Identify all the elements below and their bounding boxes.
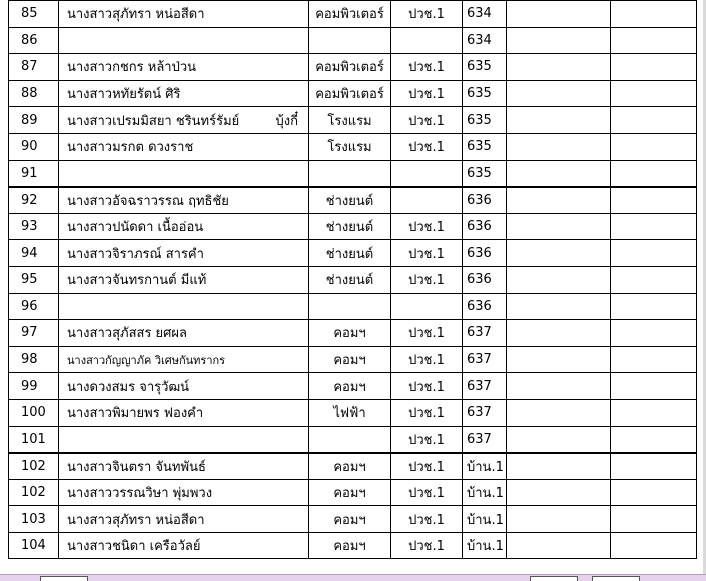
department-text: ไฟฟ้า	[333, 406, 366, 422]
student-name-cell	[59, 240, 309, 267]
room-cell	[463, 107, 507, 134]
blank-cell	[611, 80, 697, 107]
blank-cell	[507, 80, 611, 107]
department-cell	[309, 1, 391, 28]
blank-cell	[507, 293, 611, 320]
student-name-cell	[59, 426, 309, 453]
level-cell	[391, 213, 463, 240]
row-number-text: 92	[21, 192, 38, 208]
blank-cell	[507, 133, 611, 160]
row-number-cell	[9, 160, 59, 187]
department-cell	[309, 27, 391, 54]
department-cell	[309, 213, 391, 240]
room-text: 636	[467, 219, 492, 235]
row-number-text: 90	[21, 139, 38, 155]
level-text: ปวช.1	[408, 485, 445, 501]
row-number-cell	[9, 187, 59, 214]
level-text: ปวช.1	[408, 539, 445, 555]
student-name-cell	[59, 506, 309, 533]
level-text: ปวช.1	[408, 220, 445, 236]
room-cell	[463, 453, 507, 480]
level-cell	[391, 1, 463, 28]
department-cell	[309, 240, 391, 267]
row-number-text: 88	[21, 86, 38, 102]
department-text: คอมพิวเตอร์	[315, 7, 384, 23]
student-name-cell	[59, 27, 309, 54]
department-cell	[309, 479, 391, 506]
room-text: 635	[467, 165, 492, 181]
blank-cell	[611, 187, 697, 214]
row-number-cell	[9, 373, 59, 400]
room-text: บ้าน.1	[467, 459, 504, 475]
row-number-text: 100	[21, 405, 46, 421]
blank-cell	[611, 160, 697, 187]
blank-cell	[507, 1, 611, 28]
table-row	[9, 160, 697, 187]
department-cell	[309, 373, 391, 400]
row-number-cell	[9, 80, 59, 107]
level-cell	[391, 266, 463, 293]
room-cell	[463, 54, 507, 81]
student-name-text: นางสาวสุภัทรา หน่อสีดา	[67, 7, 205, 23]
student-name-cell	[59, 54, 309, 81]
department-cell	[309, 187, 391, 214]
level-cell	[391, 399, 463, 426]
room-text: บ้าน.1	[467, 512, 504, 528]
row-number-cell	[9, 346, 59, 373]
student-name-text: นางสาววรรณวิษา พุ่มพวง	[67, 485, 213, 501]
row-number-text: 91	[21, 165, 38, 181]
student-name-cell	[59, 373, 309, 400]
room-text: 635	[467, 112, 492, 128]
student-name-text: นางสาวกชกร หล้าป่วน	[67, 60, 197, 76]
table-row	[9, 320, 697, 347]
level-cell	[391, 107, 463, 134]
student-name-cell	[59, 293, 309, 320]
blank-cell	[611, 399, 697, 426]
room-cell	[463, 133, 507, 160]
blank-cell	[507, 506, 611, 533]
blank-cell	[611, 532, 697, 559]
department-text: ช่างยนต์	[325, 273, 374, 289]
level-text: ปวช.1	[408, 60, 445, 76]
room-text: บ้าน.1	[467, 485, 504, 501]
student-name-cell	[59, 160, 309, 187]
level-cell	[391, 373, 463, 400]
level-cell	[391, 453, 463, 480]
student-name-text: นางสาวกัญญาภัค วิเศษกันทรากร	[67, 353, 226, 367]
student-name-text: นางสาวปนัดดา เนื้ออ่อน	[67, 220, 204, 236]
department-text: คอมฯ	[333, 326, 366, 342]
row-number-text: 98	[21, 352, 38, 368]
table-row	[9, 240, 697, 267]
blank-cell	[611, 1, 697, 28]
student-name-cell	[59, 320, 309, 347]
level-text: ปวช.1	[408, 459, 445, 475]
blank-cell	[507, 399, 611, 426]
row-number-text: 104	[21, 538, 46, 554]
level-text: ปวช.1	[408, 512, 445, 528]
room-cell	[463, 213, 507, 240]
room-text: 634	[467, 32, 492, 48]
level-text: ปวช.1	[408, 113, 445, 129]
row-number-cell	[9, 266, 59, 293]
student-name-cell	[59, 107, 309, 134]
row-number-cell	[9, 426, 59, 453]
student-name-cell	[59, 80, 309, 107]
level-text: ปวช.1	[408, 432, 445, 448]
level-text: ปวช.1	[408, 7, 445, 23]
row-number-cell	[9, 213, 59, 240]
blank-cell	[507, 426, 611, 453]
department-cell	[309, 54, 391, 81]
level-cell	[391, 240, 463, 267]
room-cell	[463, 293, 507, 320]
level-text: ปวช.1	[408, 379, 445, 395]
student-name-text: นางสาวมรกต ดวงราช	[67, 140, 194, 156]
student-name-cell	[59, 479, 309, 506]
student-name-text: นางสาวชนิดา เครือวัลย์	[67, 539, 201, 555]
blank-cell	[507, 27, 611, 54]
row-number-text: 99	[21, 378, 38, 394]
row-number-text: 103	[21, 511, 46, 527]
room-text: 637	[467, 325, 492, 341]
row-number-cell	[9, 293, 59, 320]
table-row	[9, 266, 697, 293]
table-row	[9, 213, 697, 240]
student-name-text: นางดวงสมร จารุวัฒน์	[67, 379, 190, 395]
table-row	[9, 27, 697, 54]
room-cell	[463, 373, 507, 400]
blank-cell	[507, 479, 611, 506]
table-row	[9, 293, 697, 320]
blank-cell	[507, 213, 611, 240]
row-number-text: 102	[21, 458, 46, 474]
blank-cell	[507, 532, 611, 559]
room-cell	[463, 532, 507, 559]
row-number-text: 101	[21, 431, 46, 447]
row-number-text: 93	[21, 219, 38, 235]
level-cell	[391, 27, 463, 54]
department-cell	[309, 399, 391, 426]
row-number-text: 86	[21, 32, 38, 48]
level-cell	[391, 426, 463, 453]
room-cell	[463, 320, 507, 347]
department-cell	[309, 266, 391, 293]
room-text: 637	[467, 378, 492, 394]
row-number-cell	[9, 54, 59, 81]
department-text: ช่างยนต์	[325, 220, 374, 236]
department-text: โรงแรม	[327, 113, 372, 129]
student-name-cell	[59, 532, 309, 559]
sheet-tab[interactable]	[592, 576, 640, 581]
blank-cell	[507, 240, 611, 267]
student-name-text: นางสาวสุภัทรา หน่อสีดา	[67, 512, 205, 528]
sheet-tab[interactable]	[530, 576, 578, 581]
blank-cell	[611, 426, 697, 453]
blank-cell	[507, 107, 611, 134]
level-cell	[391, 532, 463, 559]
student-name-text: นางสาวสุภัสสร ยศผล	[67, 326, 188, 342]
department-text: คอมฯ	[333, 485, 366, 501]
row-number-text: 97	[21, 325, 38, 341]
department-cell	[309, 107, 391, 134]
blank-cell	[611, 373, 697, 400]
department-text: คอมพิวเตอร์	[315, 60, 384, 76]
department-cell	[309, 532, 391, 559]
department-text: คอมฯ	[333, 459, 366, 475]
blank-cell	[611, 266, 697, 293]
department-cell	[309, 80, 391, 107]
room-cell	[463, 240, 507, 267]
student-name-cell	[59, 133, 309, 160]
sheet-tab[interactable]	[40, 576, 88, 581]
table-row	[9, 373, 697, 400]
row-number-cell	[9, 506, 59, 533]
student-name-cell	[59, 346, 309, 373]
student-name-text: นางสาวเปรมมิสยา ชรินทร์รัมย์	[67, 113, 240, 129]
room-cell	[463, 266, 507, 293]
level-cell	[391, 80, 463, 107]
row-number-text: 89	[21, 112, 38, 128]
level-text: ปวช.1	[408, 406, 445, 422]
department-cell	[309, 346, 391, 373]
blank-cell	[507, 346, 611, 373]
room-cell	[463, 479, 507, 506]
department-cell	[309, 133, 391, 160]
blank-cell	[507, 266, 611, 293]
row-number-text: 96	[21, 298, 38, 314]
blank-cell	[611, 240, 697, 267]
row-number-text: 95	[21, 272, 38, 288]
name-note-text: บุ้งกี๋	[275, 113, 298, 129]
level-cell	[391, 187, 463, 214]
room-text: 637	[467, 405, 492, 421]
table-row	[9, 187, 697, 214]
row-number-cell	[9, 107, 59, 134]
row-number-cell	[9, 240, 59, 267]
table-row	[9, 399, 697, 426]
student-name-text: นางสาวจินตรา จันทพันธ์	[67, 459, 206, 475]
room-text: 636	[467, 272, 492, 288]
department-text: โรงแรม	[327, 140, 372, 156]
room-text: 637	[467, 431, 492, 447]
room-cell	[463, 80, 507, 107]
level-cell	[391, 320, 463, 347]
department-cell	[309, 293, 391, 320]
row-number-cell	[9, 532, 59, 559]
room-cell	[463, 346, 507, 373]
department-text: คอมฯ	[333, 539, 366, 555]
roster-body	[9, 1, 697, 559]
department-text: คอมฯ	[333, 379, 366, 395]
department-cell	[309, 426, 391, 453]
blank-cell	[507, 187, 611, 214]
level-cell	[391, 133, 463, 160]
student-name-cell	[59, 266, 309, 293]
level-cell	[391, 506, 463, 533]
department-text: ช่างยนต์	[325, 246, 374, 262]
level-text: ปวช.1	[408, 273, 445, 289]
row-number-text: 85	[21, 6, 38, 22]
blank-cell	[611, 107, 697, 134]
table-row	[9, 453, 697, 480]
blank-cell	[611, 133, 697, 160]
department-cell	[309, 320, 391, 347]
department-text: ช่างยนต์	[325, 193, 374, 209]
blank-cell	[611, 506, 697, 533]
blank-cell	[507, 320, 611, 347]
row-number-cell	[9, 27, 59, 54]
student-name-text: นางสาวหทัยรัตน์ ศิริ	[67, 87, 181, 103]
room-text: 636	[467, 192, 492, 208]
level-text: ปวช.1	[408, 246, 445, 262]
room-text: 636	[467, 245, 492, 261]
level-cell	[391, 160, 463, 187]
student-name-cell	[59, 187, 309, 214]
blank-cell	[507, 453, 611, 480]
blank-cell	[507, 54, 611, 81]
blank-cell	[611, 213, 697, 240]
table-row	[9, 133, 697, 160]
room-text: 635	[467, 59, 492, 75]
room-cell	[463, 187, 507, 214]
table-row	[9, 426, 697, 453]
student-name-text: นางสาวพิมายพร ฟองคำ	[67, 406, 204, 422]
level-text: ปวช.1	[408, 140, 445, 156]
student-name-cell	[59, 213, 309, 240]
blank-cell	[507, 373, 611, 400]
level-cell	[391, 54, 463, 81]
row-number-cell	[9, 399, 59, 426]
blank-cell	[611, 27, 697, 54]
table-row	[9, 532, 697, 559]
student-name-cell	[59, 399, 309, 426]
department-text: คอมพิวเตอร์	[315, 87, 384, 103]
blank-cell	[611, 346, 697, 373]
row-number-cell	[9, 479, 59, 506]
blank-cell	[611, 479, 697, 506]
table-row	[9, 80, 697, 107]
row-number-cell	[9, 453, 59, 480]
table-row	[9, 479, 697, 506]
level-text: ปวช.1	[408, 353, 445, 369]
department-cell	[309, 506, 391, 533]
student-name-text: นางสาวจิราภรณ์ สารคำ	[67, 246, 204, 262]
row-number-cell	[9, 320, 59, 347]
student-name-text: นางสาวจันทรกานต์ มีแท้	[67, 273, 207, 289]
level-cell	[391, 479, 463, 506]
student-roster-table	[8, 0, 697, 559]
room-cell	[463, 399, 507, 426]
department-text: คอมฯ	[333, 512, 366, 528]
department-text: คอมฯ	[333, 353, 366, 369]
row-number-text: 87	[21, 59, 38, 75]
student-name-cell	[59, 1, 309, 28]
room-text: บ้าน.1	[467, 539, 504, 555]
row-number-cell	[9, 133, 59, 160]
table-row	[9, 346, 697, 373]
room-cell	[463, 426, 507, 453]
student-name-cell	[59, 453, 309, 480]
room-cell	[463, 506, 507, 533]
room-cell	[463, 160, 507, 187]
level-text: ปวช.1	[408, 326, 445, 342]
level-text: ปวช.1	[408, 87, 445, 103]
row-number-text: 94	[21, 245, 38, 261]
level-cell	[391, 346, 463, 373]
room-text: 635	[467, 139, 492, 155]
table-row	[9, 107, 697, 134]
blank-cell	[507, 160, 611, 187]
department-cell	[309, 453, 391, 480]
student-name-text: นางสาวอัจฉราวรรณ ฤทธิชัย	[67, 193, 229, 209]
blank-cell	[611, 54, 697, 81]
blank-cell	[611, 320, 697, 347]
table-row	[9, 54, 697, 81]
level-cell	[391, 293, 463, 320]
department-cell	[309, 160, 391, 187]
row-number-cell	[9, 1, 59, 28]
table-row	[9, 1, 697, 28]
table-row	[9, 506, 697, 533]
room-cell	[463, 27, 507, 54]
blank-cell	[611, 293, 697, 320]
blank-cell	[611, 453, 697, 480]
sheet-tab-bar	[0, 574, 706, 581]
room-cell	[463, 1, 507, 28]
row-number-text: 102	[21, 484, 46, 500]
room-text: 635	[467, 86, 492, 102]
room-text: 636	[467, 298, 492, 314]
room-text: 637	[467, 352, 492, 368]
room-text: 634	[467, 6, 492, 22]
